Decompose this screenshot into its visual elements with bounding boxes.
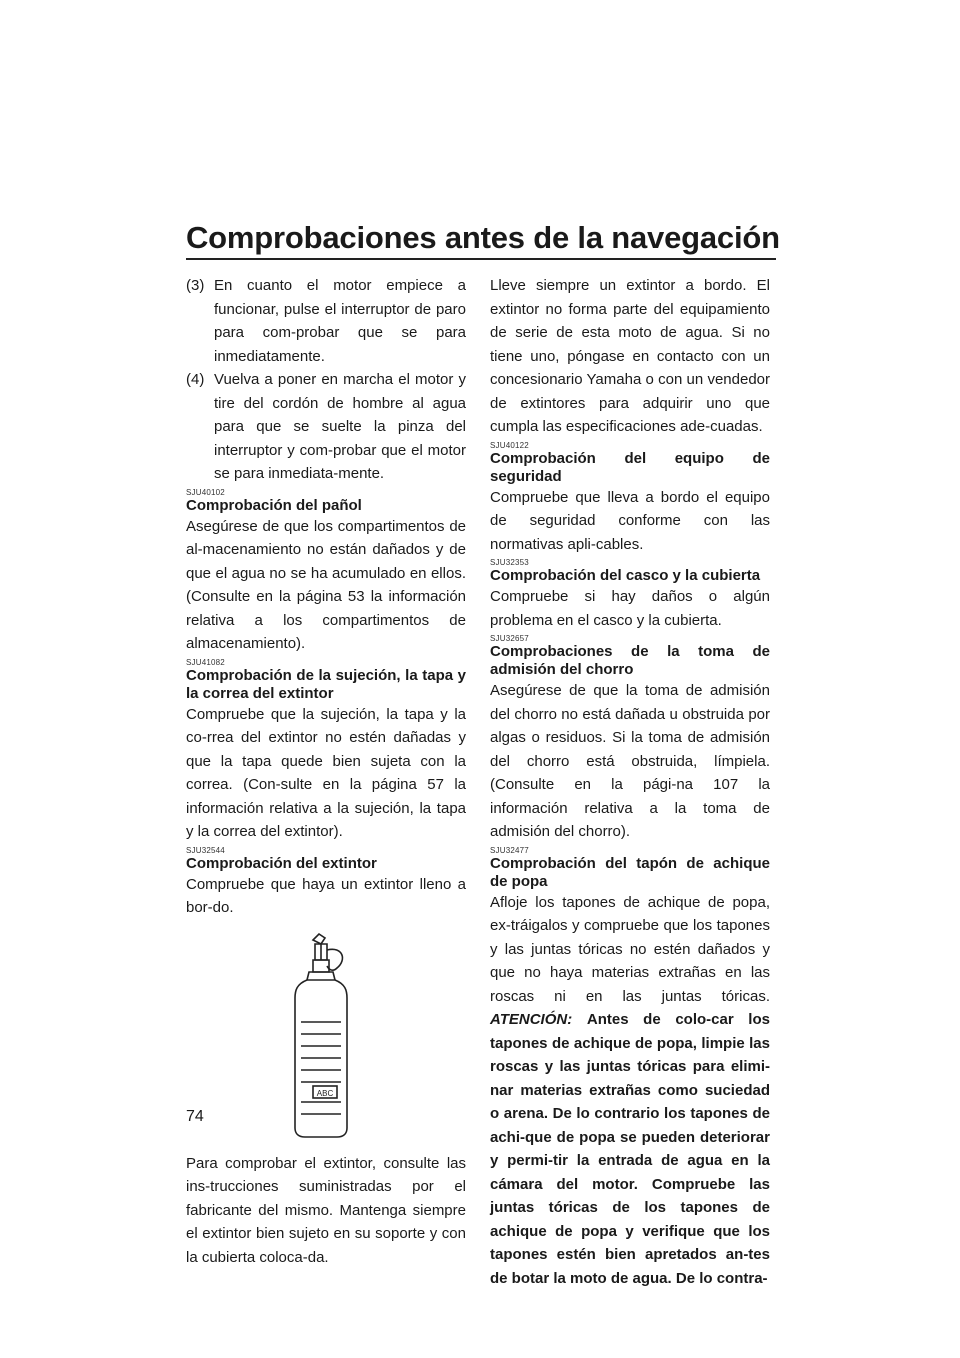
step-number: (4) — [186, 371, 205, 388]
section — [490, 558, 770, 632]
section-code: SJU41082 — [186, 657, 225, 667]
attention-text: Antes de colo-car los tapones de achique de popa, limpie las roscas y las juntas tóricas para elimi-nar materias extrañas como suciedad o arena. De lo contrario los tapones de achi-que de popa se pueden deteriorar y permi-tir la entrada de agua en la cámara del motor. Compruebe las juntas tóricas de los tapones de achique de popa y verifique que los tapones estén bien apretados an-tes de botar la moto de agua. De lo contra- — [490, 1011, 770, 1287]
section-body: Para comprobar el extintor, consulte las ins-trucciones suministradas por el fabricante del mismo. Mantenga siempre el extintor bien sujeto en su soporte y con la cubierta coloca-da. — [186, 1154, 466, 1266]
right-column — [490, 274, 770, 1290]
section — [186, 658, 466, 844]
section-body: Compruebe que la sujeción, la tapa y la co-rrea del extintor no estén dañadas y que la tapa quede bien sujeta con la correa. (Con-sulte en la página 57 la información relativa a la sujeción, la tapa y la correa del extintor). — [186, 705, 466, 840]
step-item — [186, 368, 466, 486]
section-body — [490, 891, 770, 1291]
section-heading: Comprobación del pañol — [186, 496, 362, 514]
step-item — [186, 274, 466, 368]
left-column — [186, 274, 466, 1269]
section — [186, 846, 466, 920]
section-body: Asegúrese de que los compartimentos de al-macenamiento no están dañados y de que el agua no se ha acumulado en ellos. (Consulte en la página 53 la información relativa a los compartimentos de almacenamiento). — [186, 517, 466, 652]
section-body: Compruebe si hay daños o algún problema en el casco y la cubierta. — [490, 588, 770, 629]
intro-paragraph: Lleve siempre un extintor a bordo. El extintor no forma parte del equipamiento de serie de esta moto de agua. Si no tiene uno, póngase en contacto con un concesionario Yamaha o con un vendedor de extintores para adquirir uno que cumpla las especificaciones ade-cuadas. — [490, 277, 770, 435]
section — [490, 441, 770, 557]
extinguisher-label-text: ABC — [316, 1088, 334, 1098]
section-code: SJU32353 — [490, 558, 529, 567]
step-text: Vuelva a poner en marcha el motor y tire del cordón de hombre al agua para que se suelte la pinza del interruptor y com-probar que el motor se para inmediata-mente. — [214, 371, 466, 482]
section-code: SJU32477 — [490, 845, 529, 855]
section-heading: Comprobación de la sujeción, la tapa y la correa del extintor — [186, 666, 466, 702]
section-code: SJU32544 — [186, 845, 225, 855]
body-text: Afloje los tapones de achique de popa, ex-tráigalos y compruebe que los tapones y las juntas tóricas no estén dañados y que no haya materias extrañas en las roscas ni en las juntas tóricas. — [490, 893, 770, 1005]
section-heading: Comprobación del extintor — [186, 854, 377, 872]
attention-label: ATENCIÓN: — [490, 1011, 573, 1028]
section-body: Compruebe que haya un extintor lleno a bor-do. — [186, 875, 466, 916]
section-body: Asegúrese de que la toma de admisión del chorro no está dañada u obstruida por algas o residuos. Si la toma de admisión del chorro está obstruida, límpiela. (Consulte en la pági-na 107 la información relativa a la toma de admisión del chorro). — [490, 682, 770, 840]
page-title: Comprobaciones antes de la navegación — [186, 220, 780, 255]
section-heading: Comprobación del tapón de achique de popa — [490, 854, 770, 890]
section — [490, 634, 770, 844]
section-code: SJU32657 — [490, 634, 529, 643]
title-rule — [186, 258, 776, 260]
fire-extinguisher-figure — [186, 930, 466, 1140]
page-number: 74 — [186, 1108, 204, 1125]
section-heading: Comprobación del equipo de seguridad — [490, 449, 770, 485]
step-number: (3) — [186, 277, 205, 294]
section-heading: Comprobaciones de la toma de admisión del chorro — [490, 643, 770, 678]
section-heading: Comprobación del casco y la cubierta — [490, 567, 761, 584]
fire-extinguisher-illustration — [291, 930, 361, 1140]
section-body: Compruebe que lleva a bordo el equipo de seguridad conforme con las normativas apli-cables. — [490, 488, 770, 553]
section — [490, 846, 770, 1291]
section-code: SJU40122 — [490, 440, 529, 450]
section-code: SJU40102 — [186, 487, 225, 497]
section — [186, 488, 466, 656]
step-text: En cuanto el motor empiece a funcionar, pulse el interruptor de paro para com-probar que se para inmediatamente. — [214, 277, 466, 365]
